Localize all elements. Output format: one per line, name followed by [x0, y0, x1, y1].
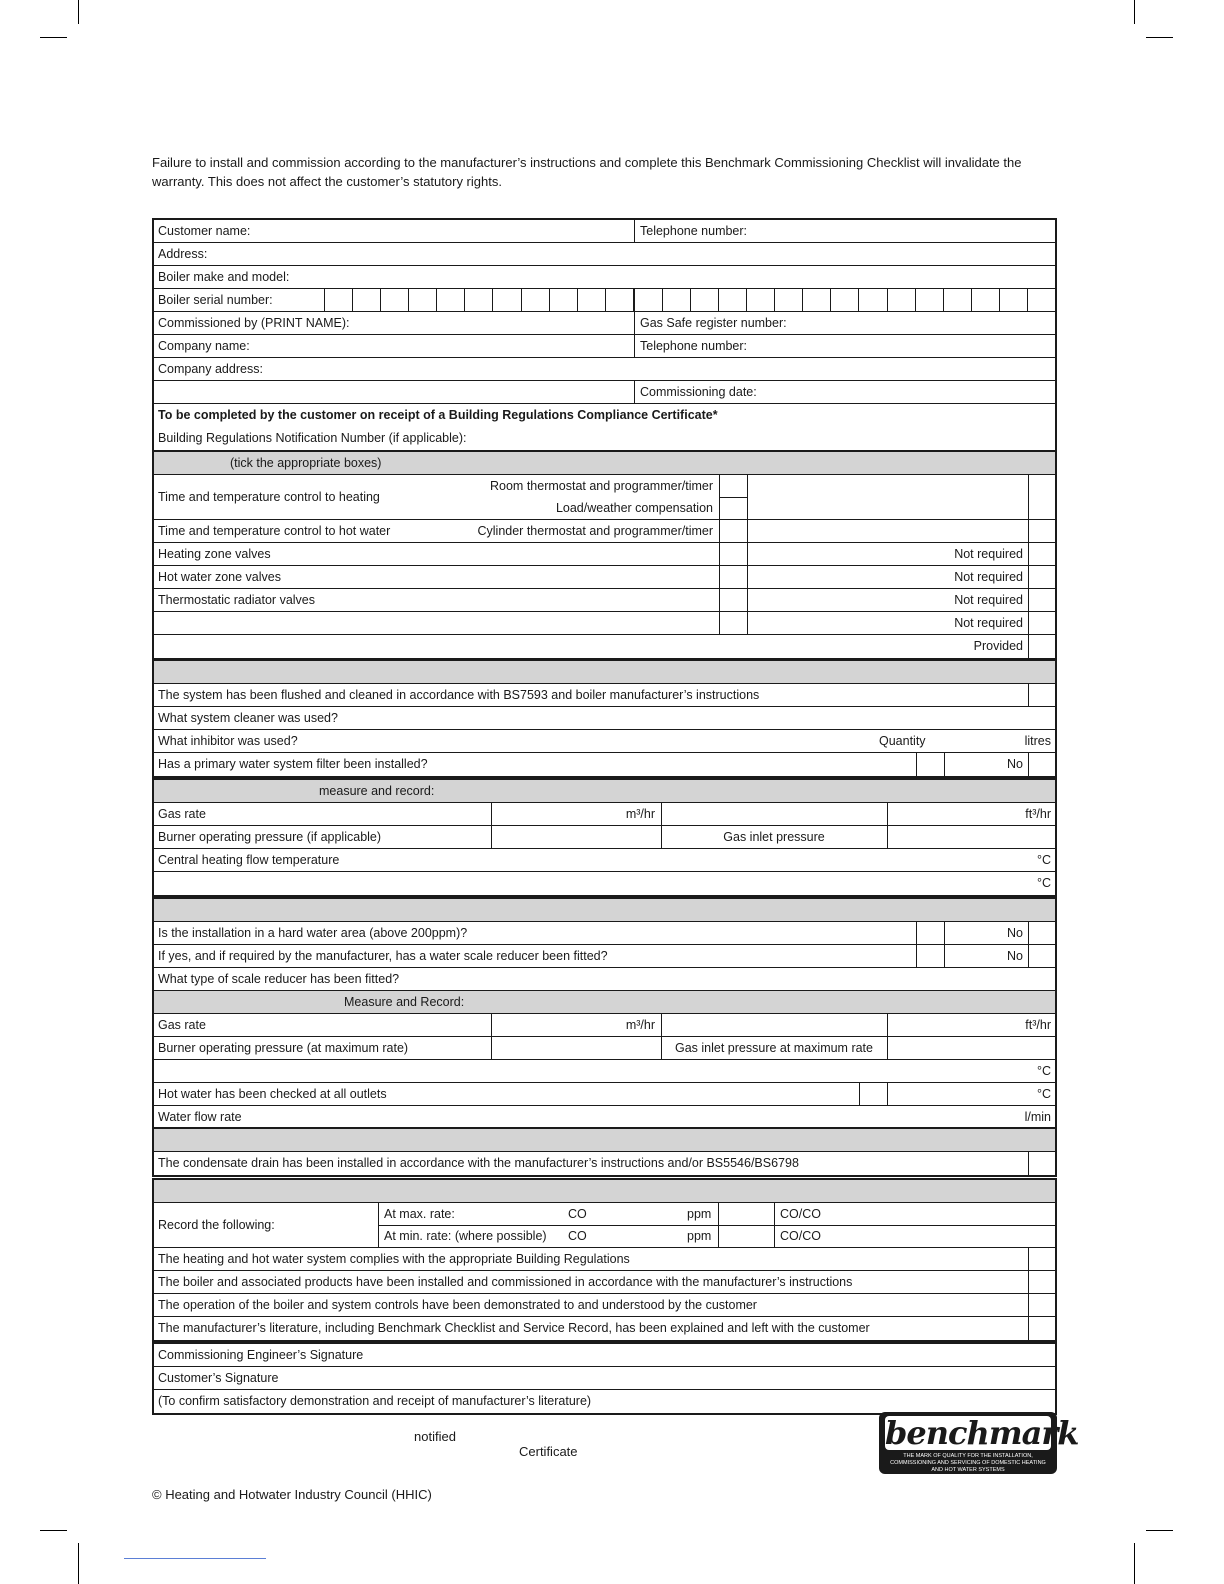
demonstrated-row — [154, 1294, 1055, 1317]
installed-row — [154, 1271, 1055, 1294]
demonstrated-label: The operation of the boiler and system controls have been demonstrated to and understood by the customer — [158, 1298, 757, 1312]
flow-rate-row[interactable] — [154, 1106, 1055, 1129]
notification-row[interactable] — [154, 427, 1055, 450]
crop-mark — [78, 0, 79, 24]
checkbox[interactable] — [1028, 922, 1029, 944]
gas-safe-label: Gas Safe register number: — [640, 316, 787, 330]
blank-control-row — [154, 612, 1055, 635]
checkbox[interactable] — [719, 589, 720, 611]
link-underline — [124, 1558, 266, 1559]
commissioning-date-label: Commissioning date: — [640, 385, 757, 399]
checkbox[interactable] — [1028, 612, 1029, 634]
divider — [661, 803, 662, 825]
inhibitor-label: What inhibitor was used? — [158, 734, 298, 748]
condensate-row — [154, 1152, 1055, 1175]
divider — [1028, 520, 1029, 542]
m3hr-unit: m³/hr — [625, 1018, 655, 1032]
divider — [634, 381, 635, 403]
litres-label: litres — [1024, 734, 1051, 748]
divider — [491, 1014, 492, 1036]
regs-label: The heating and hot water system complies with the appropriate Building Regulations — [158, 1252, 630, 1266]
burner-pressure-label: Burner operating pressure (if applicable) — [158, 830, 382, 844]
divider — [491, 803, 492, 825]
checkbox[interactable] — [1028, 753, 1029, 776]
system-block — [152, 659, 1057, 778]
confirm-row — [154, 1390, 1055, 1413]
certificate-text: Certificate — [519, 1444, 578, 1459]
divider — [634, 220, 635, 242]
hot-water-control-row — [154, 520, 1055, 543]
quantity-label: Quantity — [879, 734, 926, 748]
provided-label: Provided — [973, 639, 1023, 653]
customer-name-row[interactable] — [154, 220, 1055, 243]
divider — [718, 1203, 719, 1247]
flow-rate-label: Water flow rate — [158, 1110, 242, 1124]
cleaner-row[interactable] — [154, 707, 1055, 730]
cylinder-label: Cylinder thermostat and programmer/timer — [477, 524, 713, 538]
heating-control-label: Time and temperature control to heating — [158, 490, 380, 504]
ch-mode-block — [152, 778, 1057, 897]
divider — [944, 922, 945, 944]
scale-type-row[interactable] — [154, 968, 1055, 991]
hot-water-checked-row — [154, 1083, 1055, 1106]
system-header — [154, 661, 1055, 684]
hot-water-control-label: Time and temperature control to hot water — [158, 524, 391, 538]
not-required-label: Not required — [954, 547, 1023, 561]
benchmark-tagline: THE MARK OF QUALITY FOR THE INSTALLATION, COMMISSIONING AND SERVICING OF DOMESTIC HEATING AND HOT WATER SYSTEMS — [890, 1453, 1046, 1473]
ch-return-temp-row[interactable] — [154, 872, 1055, 895]
compliance-note-row — [154, 404, 1055, 427]
all-header — [154, 1180, 1055, 1203]
checkbox[interactable] — [859, 1083, 860, 1105]
min-rate-label: At min. rate: (where possible) — [384, 1229, 547, 1243]
coco-label: CO/CO — [780, 1207, 821, 1221]
load-weather-label: Load/weather compensation — [555, 501, 713, 515]
checkbox[interactable] — [1028, 1317, 1029, 1340]
checkbox[interactable] — [1028, 1248, 1029, 1270]
crop-mark — [40, 1530, 67, 1531]
flushed-row — [154, 684, 1055, 707]
divider — [491, 826, 492, 848]
divider — [747, 612, 748, 634]
benchmark-logo — [879, 1412, 1079, 1474]
trv-row — [154, 589, 1055, 612]
heating-zone-row — [154, 543, 1055, 566]
condensate-header — [154, 1129, 1055, 1152]
ch-gas-rate-row[interactable] — [154, 803, 1055, 826]
regs-row — [154, 1248, 1055, 1271]
filter-label: Has a primary water system filter been installed? — [158, 757, 428, 771]
divider — [747, 520, 748, 542]
signatures-block — [152, 1342, 1057, 1415]
co-label: CO — [568, 1229, 587, 1243]
literature-label: The manufacturer’s literature, including Benchmark Checklist and Service Record, has been explained and left with the customer — [158, 1321, 870, 1335]
checkbox[interactable] — [1028, 543, 1029, 565]
controls-header — [154, 452, 1055, 475]
divider — [944, 945, 945, 967]
serial-number-boxes[interactable] — [324, 289, 1055, 311]
intro-line: Failure to install and commission according to the manufacturer’s instructions and complete this Benchmark Commissioning Checklist will invalidate the — [152, 155, 1022, 170]
customer-signature-label: Customer’s Signature — [158, 1371, 279, 1385]
co-label: CO — [568, 1207, 587, 1221]
controls-block — [152, 450, 1057, 660]
m3hr-unit: m³/hr — [625, 807, 655, 821]
divider — [634, 312, 635, 334]
customer-signature-row[interactable] — [154, 1367, 1055, 1390]
crop-mark — [1134, 1543, 1135, 1584]
intro-line: warranty. This does not affect the customer’s statutory rights. — [152, 174, 502, 189]
crop-mark — [1146, 1530, 1173, 1531]
heating-control-row — [154, 475, 1055, 520]
commissioned-by-label: Commissioned by (PRINT NAME): — [158, 316, 350, 330]
gas-inlet-label: Gas inlet pressure at maximum rate — [675, 1041, 873, 1055]
literature-row — [154, 1317, 1055, 1340]
company-name-row[interactable] — [154, 335, 1055, 358]
no-label: No — [1007, 949, 1023, 963]
scale-reducer-row — [154, 945, 1055, 968]
checkbox[interactable] — [719, 612, 720, 634]
scale-type-label: What type of scale reducer has been fitted? — [158, 972, 400, 986]
divider — [491, 1037, 492, 1059]
company-name-label: Company name: — [158, 339, 250, 353]
commissioning-date-row[interactable] — [154, 381, 1055, 404]
degc-unit: °C — [1036, 853, 1051, 867]
record-row — [154, 1203, 1055, 1248]
hard-water-row — [154, 922, 1055, 945]
flushed-label: The system has been flushed and cleaned in accordance with BS7593 and boiler manufacturer’s instructions — [158, 688, 760, 702]
checkbox[interactable] — [1028, 635, 1029, 658]
all-installations-block — [152, 1178, 1057, 1342]
gas-rate-label: Gas rate — [158, 807, 206, 821]
checkbox[interactable] — [916, 945, 917, 967]
checkbox[interactable] — [916, 753, 917, 776]
not-required-label: Not required — [954, 593, 1023, 607]
checkbox[interactable] — [1028, 589, 1029, 611]
boiler-make-row[interactable] — [154, 266, 1055, 289]
degc-unit: °C — [1036, 876, 1051, 890]
divider — [747, 543, 748, 565]
installed-label: The boiler and associated products have been installed and commissioned in accordance with the manufacturer’s instructions — [158, 1275, 853, 1289]
dhw-burner-row[interactable] — [154, 1037, 1055, 1060]
divider — [887, 1083, 888, 1105]
checkbox[interactable] — [1028, 945, 1029, 967]
controls-header-text: (tick the appropriate boxes) — [230, 456, 382, 470]
gas-inlet-label: Gas inlet pressure — [723, 830, 825, 844]
crop-mark — [40, 37, 67, 38]
filter-row — [154, 753, 1055, 776]
engineer-signature-row[interactable] — [154, 1344, 1055, 1367]
copyright-text: © Heating and Hotwater Industry Council (HHIC) — [152, 1487, 432, 1502]
provided-row — [154, 635, 1055, 658]
checkbox[interactable] — [1028, 684, 1029, 706]
heating-zone-label: Heating zone valves — [158, 547, 271, 561]
crop-mark — [1146, 37, 1173, 38]
ft3hr-unit: ft³/hr — [1025, 807, 1051, 821]
ppm-label: ppm — [687, 1207, 712, 1221]
divider — [1028, 475, 1029, 519]
boiler-make-label: Boiler make and model: — [158, 270, 290, 284]
crop-mark — [1134, 0, 1135, 24]
customer-block — [152, 218, 1057, 452]
confirm-label: (To confirm satisfactory demonstration and receipt of manufacturer’s literature) — [158, 1394, 592, 1408]
divider — [661, 1014, 662, 1036]
burner-pressure-label: Burner operating pressure (at maximum rate) — [158, 1041, 409, 1055]
ch-burner-row[interactable] — [154, 826, 1055, 849]
ch-mode-header-text: measure and record: — [319, 784, 435, 798]
degc-unit: °C — [1036, 1087, 1051, 1101]
cleaner-label: What system cleaner was used? — [158, 711, 338, 725]
degc-unit: °C — [1036, 1064, 1051, 1078]
checkbox[interactable] — [719, 520, 720, 542]
dhw-mode-header-text: Measure and Record: — [344, 995, 465, 1009]
hard-water-label: Is the installation in a hard water area (above 200ppm)? — [158, 926, 468, 940]
hw-zone-row — [154, 566, 1055, 589]
address-row[interactable] — [154, 243, 1055, 266]
customer-name-label: Customer name: — [158, 224, 251, 238]
checkbox[interactable] — [1028, 1152, 1029, 1175]
checkbox[interactable] — [719, 543, 720, 565]
not-required-label: Not required — [954, 570, 1023, 584]
no-label: No — [1007, 757, 1023, 771]
checkbox[interactable] — [1028, 1271, 1029, 1293]
notification-label: Building Regulations Notification Number (if applicable): — [158, 431, 467, 445]
company-telephone-label: Telephone number: — [640, 339, 748, 353]
telephone-label: Telephone number: — [640, 224, 748, 238]
hw-zone-label: Hot water zone valves — [158, 570, 281, 584]
ft3hr-unit: ft³/hr — [1025, 1018, 1051, 1032]
divider — [887, 826, 888, 848]
inhibitor-row[interactable] — [154, 730, 1055, 753]
company-address-row[interactable] — [154, 358, 1055, 381]
company-address-label: Company address: — [158, 362, 263, 376]
notified-text: notified — [414, 1429, 456, 1444]
dhw-mode-header — [154, 991, 1055, 1014]
no-label: No — [1007, 926, 1023, 940]
condensate-label: The condensate drain has been installed in accordance with the manufacturer’s instructions and/or BS5546/BS6798 — [158, 1156, 799, 1170]
divider — [747, 589, 748, 611]
address-label: Address: — [158, 247, 208, 261]
boiler-serial-row[interactable] — [154, 289, 1055, 312]
trv-label: Thermostatic radiator valves — [158, 593, 316, 607]
flow-temp-label: Central heating flow temperature — [158, 853, 340, 867]
lmin-unit: l/min — [1024, 1110, 1051, 1124]
crop-mark — [78, 1543, 79, 1584]
commissioned-by-row[interactable] — [154, 312, 1055, 335]
condensate-block — [152, 1127, 1057, 1177]
checkbox[interactable] — [719, 566, 720, 588]
ppm-label: ppm — [687, 1229, 712, 1243]
divider — [887, 803, 888, 825]
gas-rate-label: Gas rate — [158, 1018, 206, 1032]
divider — [774, 1203, 775, 1247]
ch-flow-temp-row[interactable] — [154, 849, 1055, 872]
ch-mode-header — [154, 780, 1055, 803]
checkbox[interactable] — [916, 922, 917, 944]
hot-water-checked-label: Hot water has been checked at all outlets — [158, 1087, 387, 1101]
divider — [719, 475, 720, 519]
dhw-cold-temp-row[interactable] — [154, 1060, 1055, 1083]
water-header — [154, 899, 1055, 922]
boiler-serial-label: Boiler serial number: — [158, 293, 273, 307]
dhw-gas-rate-row[interactable] — [154, 1014, 1055, 1037]
divider — [747, 475, 748, 519]
scale-reducer-label: If yes, and if required by the manufacturer, has a water scale reducer been fitted? — [158, 949, 608, 963]
benchmark-wordmark: benchmark — [885, 1414, 1079, 1452]
record-label: Record the following: — [158, 1218, 275, 1232]
checkbox[interactable] — [1028, 1294, 1029, 1316]
coco-label: CO/CO — [780, 1229, 821, 1243]
divider — [944, 753, 945, 776]
divider — [634, 335, 635, 357]
max-rate-label: At max. rate: — [384, 1207, 455, 1221]
divider — [887, 1037, 888, 1059]
divider — [747, 566, 748, 588]
engineer-signature-label: Commissioning Engineer’s Signature — [158, 1348, 364, 1362]
room-thermostat-label: Room thermostat and programmer/timer — [490, 479, 713, 493]
compliance-note: To be completed by the customer on receipt of a Building Regulations Compliance Certificate* — [158, 408, 718, 422]
intro-text — [152, 153, 1062, 191]
dhw-block — [152, 897, 1057, 1131]
not-required-label: Not required — [954, 616, 1023, 630]
divider — [887, 1014, 888, 1036]
checkbox[interactable] — [1028, 566, 1029, 588]
